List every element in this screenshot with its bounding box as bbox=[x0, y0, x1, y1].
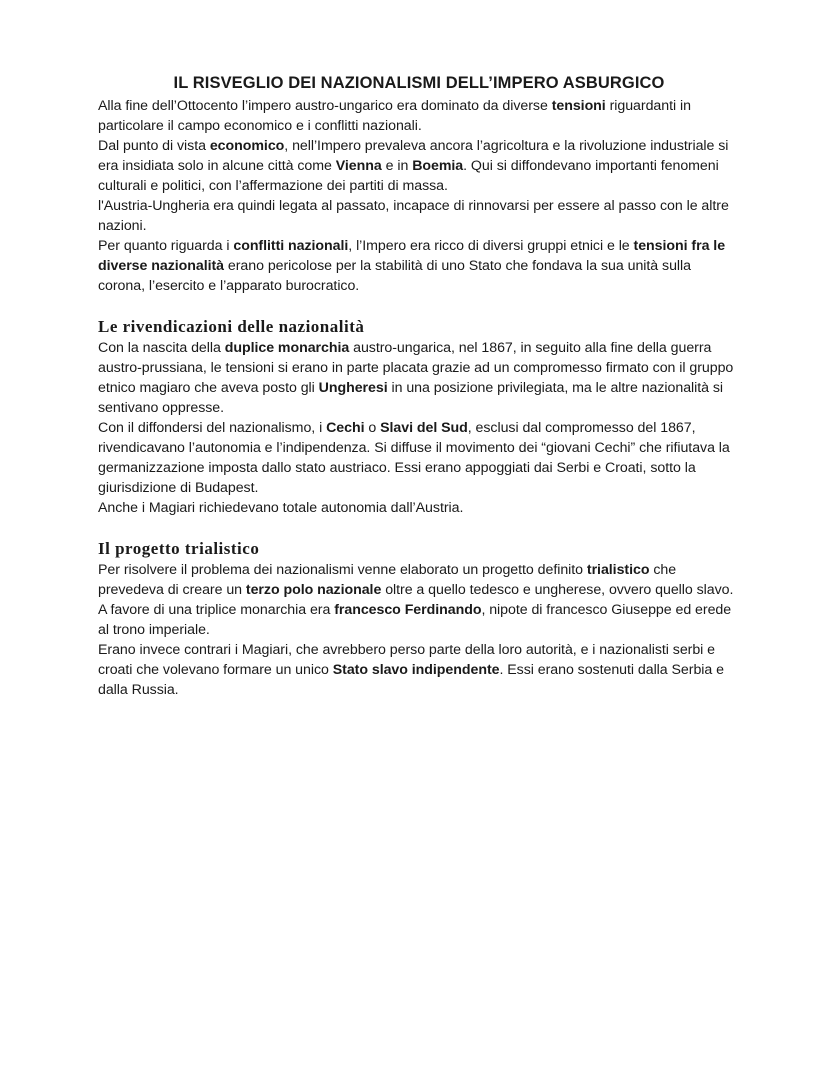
section-paragraph bbox=[98, 338, 738, 418]
text-run: A favore di una triplice monarchia era bbox=[98, 602, 335, 618]
bold-text-run: Slavi del Sud bbox=[380, 420, 468, 436]
text-run: , nell’Impero prevaleva ancora l’agricoltura e la rivoluzione industriale si era insidiata solo in alcune città come bbox=[98, 138, 729, 174]
text-run: Con il diffondersi del nazionalismo, i bbox=[98, 420, 327, 436]
text-run: Anche i Magiari richiedevano totale autonomia dall’Austria. bbox=[98, 500, 464, 516]
section-paragraph bbox=[98, 560, 738, 600]
bold-text-run: economico bbox=[209, 138, 285, 154]
bold-text-run: conflitti nazionali bbox=[233, 238, 349, 254]
text-run: Con la nascita della bbox=[98, 340, 225, 356]
text-run: o bbox=[364, 420, 381, 436]
text-run: . Essi erano sostenuti dalla Serbia e dalla Russia. bbox=[98, 662, 724, 698]
section-heading: Le rivendicazioni delle nazionalità bbox=[98, 317, 365, 336]
section-paragraph bbox=[98, 418, 738, 498]
section-trialistico bbox=[98, 538, 738, 700]
intro-paragraph bbox=[98, 96, 738, 136]
text-run: erano pericolose per la stabilità di uno Stato che fondava la sua unità sulla corona, l’esercito e l’apparato burocratico. bbox=[98, 258, 691, 294]
text-run: che prevedeva di creare un bbox=[98, 562, 677, 598]
bold-text-run: Cechi bbox=[326, 420, 365, 436]
text-run: . Qui si diffondevano importanti fenomeni culturali e politici, con l’affermazione dei partiti di massa. bbox=[98, 158, 719, 194]
intro-paragraph bbox=[98, 236, 738, 296]
section-rivendicazioni bbox=[98, 316, 738, 518]
text-run: in una posizione privilegiata, ma le altre nazionalità si sentivano oppresse. bbox=[98, 380, 724, 416]
text-run: riguardanti in particolare il campo economico e i conflitti nazionali. bbox=[98, 98, 691, 134]
section-paragraph bbox=[98, 640, 738, 700]
section-paragraph bbox=[98, 600, 738, 640]
text-run: Erano invece contrari i Magiari, che avrebbero perso parte della loro autorità, e i nazionalisti serbi e croati che volevano formare un unico bbox=[98, 642, 716, 678]
intro-paragraph bbox=[98, 196, 738, 236]
text-run: , esclusi dal compromesso del 1867, rivendicavano l’autonomia e l’indipendenza. Si diffuse il movimento dei “giovani Cechi” che rifiutava la germanizzazione imposta dallo stato austriaco. Essi erano appoggiati dai Serbi e Croati, sotto la giurisdizione di Budapest. bbox=[98, 420, 730, 496]
intro-paragraph bbox=[98, 136, 738, 196]
section-heading: Il progetto trialistico bbox=[98, 539, 260, 558]
text-run: austro-ungarica, nel 1867, in seguito alla fine della guerra austro-prussiana, le tensioni si erano in parte placata grazie ad un compromesso firmato con il gruppo etnico magiaro che aveva posto gli bbox=[98, 340, 734, 396]
bold-text-run: Ungheresi bbox=[318, 380, 388, 396]
bold-text-run: tensioni bbox=[551, 98, 606, 114]
text-run: , nipote di francesco Giuseppe ed erede al trono imperiale. bbox=[98, 602, 732, 638]
section-paragraph bbox=[98, 498, 738, 518]
text-run: Dal punto di vista bbox=[98, 138, 210, 154]
bold-text-run: duplice monarchia bbox=[224, 340, 350, 356]
bold-text-run: Stato slavo indipendente bbox=[332, 662, 500, 678]
bold-text-run: tensioni fra le diverse nazionalità bbox=[98, 238, 726, 274]
text-run: Alla fine dell’Ottocento l’impero austro-ungarico era dominato da diverse bbox=[98, 98, 552, 114]
bold-text-run: Vienna bbox=[335, 158, 382, 174]
text-run: Per risolvere il problema dei nazionalismi venne elaborato un progetto definito bbox=[98, 562, 587, 578]
text-run: , l’Impero era ricco di diversi gruppi etnici e le bbox=[348, 238, 634, 254]
intro-section bbox=[98, 96, 738, 296]
document-content bbox=[98, 72, 738, 700]
text-run: Per quanto riguarda i bbox=[98, 238, 234, 254]
bold-text-run: trialistico bbox=[586, 562, 650, 578]
bold-text-run: francesco Ferdinando bbox=[334, 602, 482, 618]
text-run: e in bbox=[381, 158, 413, 174]
bold-text-run: terzo polo nazionale bbox=[245, 582, 382, 598]
text-run: l'Austria-Ungheria era quindi legata al passato, incapace di rinnovarsi per essere al passo con le altre nazioni. bbox=[98, 198, 729, 234]
text-run: oltre a quello tedesco e ungherese, ovvero quello slavo. bbox=[381, 582, 734, 598]
page-title: IL RISVEGLIO DEI NAZIONALISMI DELL’IMPERO ASBURGICO bbox=[173, 74, 665, 92]
bold-text-run: Boemia bbox=[412, 158, 464, 174]
